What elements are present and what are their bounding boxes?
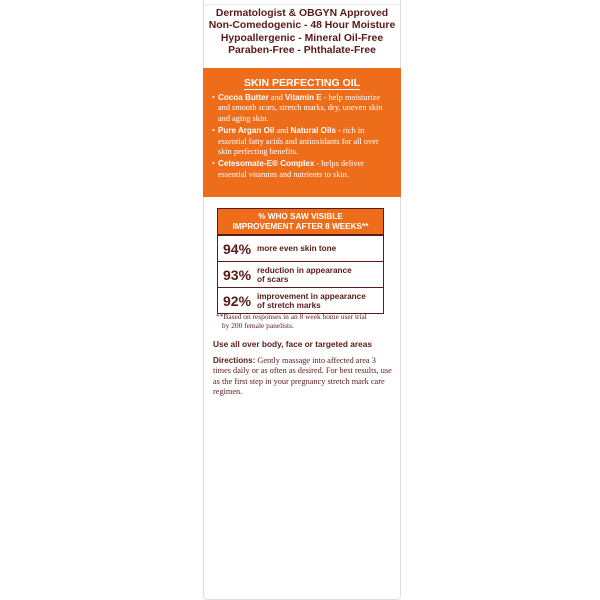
- result-description: improvement in appearance of stretch marks: [257, 291, 366, 310]
- results-header: % WHO SAW VISIBLE IMPROVEMENT AFTER 8 WEEKS**: [218, 209, 383, 235]
- results-table: [217, 208, 384, 314]
- directions-text: Directions: Gently massage into affected area 3 times daily or as often as desired. For best results, use as the first step in your pregnancy stretch mark care regimen.: [213, 356, 392, 397]
- oil-benefits-list: [203, 93, 401, 180]
- result-percent: 93%: [223, 266, 252, 283]
- trial-footnote: **Based on responses in an 8 week home user trial by 200 female panelists.: [216, 312, 367, 330]
- usage-note: Use all over body, face or targeted areas: [213, 339, 372, 349]
- benefit-item: • Cocoa Butter and Vitamin E - help moisturize and smooth scars, stretch marks, dry, uneven skin and aging skin.: [212, 93, 393, 124]
- result-description: more even skin tone: [257, 244, 337, 253]
- benefit-item: • Cetesomate-E® Complex - helps deliver essential vitamins and nutrients to skin.: [212, 159, 393, 180]
- result-row: [218, 235, 383, 261]
- result-percent: 92%: [223, 292, 252, 309]
- result-row: [218, 261, 383, 287]
- result-percent: 94%: [223, 240, 252, 257]
- oil-title: SKIN PERFECTING OIL: [243, 77, 361, 89]
- claim-line: Paraben-Free - Phthalate-Free: [228, 45, 376, 57]
- claim-line: Non-Comedogenic - 48 Hour Moisture: [208, 20, 396, 32]
- product-claims: [203, 8, 401, 58]
- result-row: [218, 287, 383, 313]
- skin-perfecting-oil-box: [203, 68, 401, 197]
- benefit-item: • Pure Argan Oil and Natural Oils - rich in essential fatty acids and antioxidants for all over skin perfecting benefits.: [212, 126, 393, 157]
- result-description: reduction in appearance of scars: [257, 265, 352, 284]
- panel-top-edge: [203, 0, 401, 5]
- claim-line: Hypoallergenic - Mineral Oil-Free: [220, 32, 384, 44]
- claim-line: Dermatologist & OBGYN Approved: [215, 8, 389, 19]
